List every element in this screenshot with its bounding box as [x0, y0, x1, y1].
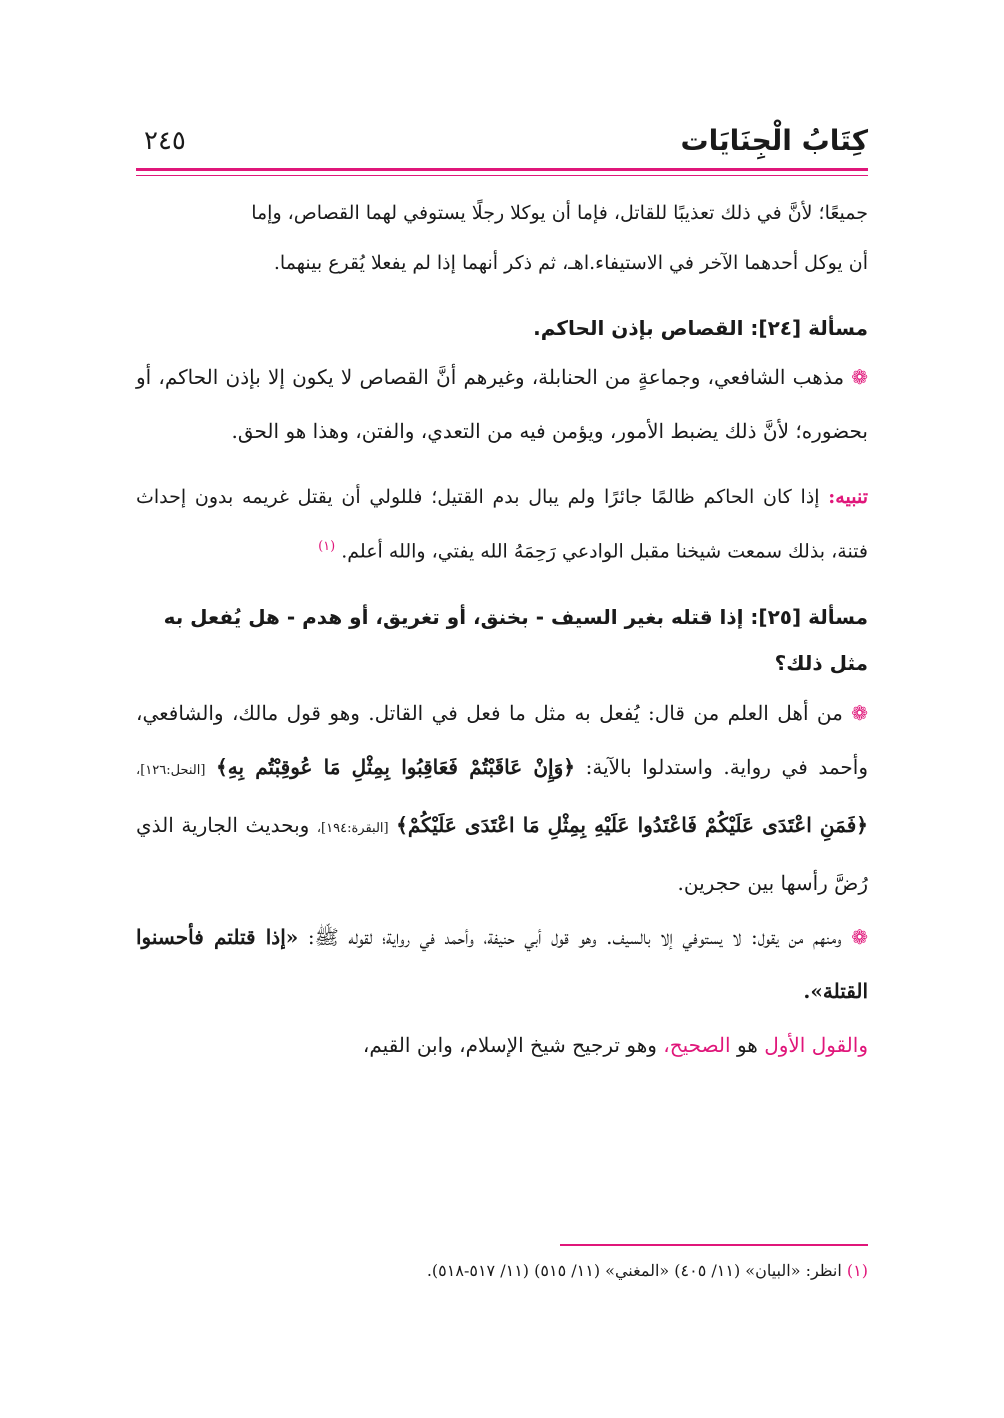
issue-25-para2-start: ومنهم من يقول: لا يستوفي إلا بالسيف. وهو قول أبي حنيفة، وأحمد في رواية؛ لقوله ﷺ: [307, 925, 842, 950]
issue-24-paragraph [136, 350, 868, 458]
footnote-mark: (١) [846, 1261, 868, 1280]
intro-line-1: جميعًا؛ لأنَّ في ذلك تعذيبًا للقاتل، فإما أن يوكلا رجلًا يستوفي لهما القصاص، وإما [251, 202, 868, 224]
note-paragraph [136, 472, 868, 576]
note-text: إذا كان الحاكم ظالمًا جائرًا ولم يبال بدم القتيل؛ فللولي أن يقتل غريمه بدون إحداث فتنة، بذلك سمعت شيخنا مقبل الوادعي رَحِمَهُ الله يفتي، والله أعلم. [136, 486, 868, 563]
verse-nahl: ﴿وَإِنْ عَاقَبْتُمْ فَعَاقِبُوا بِمِثْلِ مَا عُوقِبْتُم بِهِ﴾ [216, 755, 575, 780]
footnote-text: انظر: «البيان» (١١/ ٤٠٥) «المغني» (١١/ ٥١٥) (١١/ ٥١٧-٥١٨). [426, 1261, 842, 1280]
flower-ornament-icon: ❁ [851, 365, 869, 389]
spacer [136, 458, 868, 472]
first-opinion-label: والقول الأول [764, 1033, 868, 1058]
issue-25-paragraph-2 [136, 910, 868, 1018]
header-rule-thin [136, 175, 868, 176]
issue-25-title: مسألة [٢٥]: إذا قتله بغير السيف - بخنق، أو تغريق، أو هدم - هل يُفعل به مثل ذلك؟ [163, 605, 868, 676]
intro-line-2: أن يوكل أحدهما الآخر في الاستيفاء.اهـ، ثم ذكر أنهما إذا لم يفعلا يُقرع بينهما. [273, 252, 868, 274]
page-number: ٢٤٥ [144, 126, 186, 156]
correct-label: الصحيح، [663, 1033, 731, 1058]
issue-25-paragraph-1 [136, 686, 868, 910]
page-header [136, 118, 868, 164]
footnote [136, 1256, 868, 1286]
footnote-reference: (١) [318, 539, 336, 554]
issue-25-para1-start: من أهل العلم من قال: يُفعل به مثل ما فعل في القاتل. وهو قول مالك، والشافعي، وأحمد في رواية. واستدلوا بالآية: [136, 701, 868, 780]
flower-ornament-icon: ❁ [851, 701, 868, 726]
para3-end: وهو ترجيح شيخ الإسلام، وابن القيم، [362, 1033, 657, 1058]
header-rule-thick [136, 168, 868, 171]
note-label: تنبيه: [828, 486, 868, 508]
issue-25-paragraph-3 [136, 1018, 868, 1072]
verse-baqarah-ref: [البقرة:١٩٤]، [316, 821, 389, 837]
issue-25-para1-end: وبحديث الجارية الذي رُضَّ رأسها بين حجرين. [136, 813, 868, 896]
verse-nahl-ref: [النحل:١٢٦]، [136, 763, 206, 779]
verse-baqarah: ﴿فَمَنِ اعْتَدَى عَلَيْكُمْ فَاعْتَدُوا عَلَيْهِ بِمِثْلِ مَا اعْتَدَى عَلَيْكُمْ﴾ [396, 813, 868, 838]
issue-24-text: مذهب الشافعي، وجماعةٍ من الحنابلة، وغيرهم أنَّ القصاص لا يكون إلا بإذن الحاكم، أو بحضوره؛ لأنَّ ذلك يضبط الأمور، ويؤمن فيه من التعدي، والفتن، وهذا هو الحق. [136, 365, 868, 443]
issue-24-title: مسألة [٢٤]: القصاص بإذن الحاكم. [533, 316, 868, 340]
para3-mid: هو [736, 1033, 758, 1058]
footnote-rule [560, 1244, 868, 1246]
hadith-text: «إذا قتلتم فأحسنوا القتلة». [136, 925, 868, 1004]
flower-ornament-icon: ❁ [851, 925, 868, 950]
page-body [136, 188, 868, 1072]
book-title: كِتَابُ الْجِنَايَات [680, 124, 868, 157]
